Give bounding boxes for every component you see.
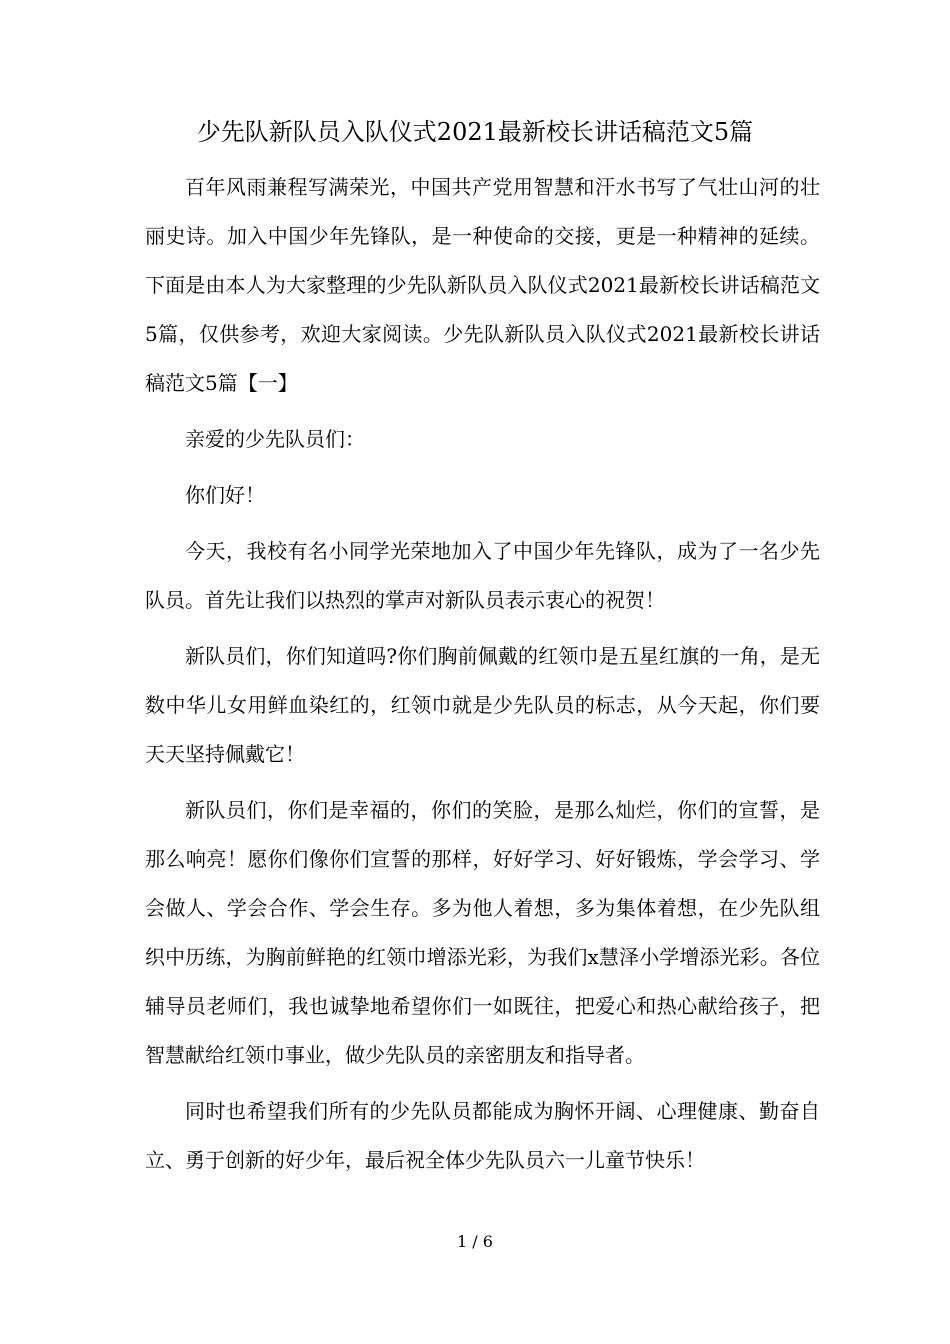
paragraph-encouragement: 新队员们，你们是幸福的，你们的笑脸，是那么灿烂，你们的宣誓，是那么响亮！愿你们像你们宣誓的那样，好好学习、好好锻炼，学会学习、学会做人、学会合作、学会生存。多为他人着想，多为集体着想，在少先队组织中历练，为胸前鲜艳的红领巾增添光彩，为我们x慧泽小学增添光彩。各位辅导员老师们，我也诚挚地希望你们一如既往，把爱心和热心献给孩子，把智慧献给红领巾事业，做少先队员的亲密朋友和指导者。 [145,798,820,1067]
paragraph-greeting: 你们好！ [185,483,265,507]
document-title: 少先队新队员入队仪式2021最新校长讲话稿范文5篇 [196,118,754,146]
paragraph-red-scarf: 新队员们，你们知道吗?你们胸前佩戴的红领巾是五星红旗的一角，是无数中华儿女用鲜血染红的，红领巾就是少先队员的标志，从今天起，你们要天天坚持佩戴它！ [145,644,820,766]
paragraph-closing: 同时也希望我们所有的少先队员都能成为胸怀开阔、心理健康、勤奋自立、勇于创新的好少年，最后祝全体少先队员六一儿童节快乐！ [145,1099,820,1172]
paragraph-salutation: 亲爱的少先队员们： [185,427,365,451]
paragraph-congratulations: 今天，我校有名小同学光荣地加入了中国少年先锋队，成为了一名少先队员。首先让我们以热烈的掌声对新队员表示衷心的祝贺！ [145,539,820,612]
paragraph-intro: 百年风雨兼程写满荣光，中国共产党用智慧和汗水书写了气壮山河的壮丽史诗。加入中国少年先锋队，是一种使命的交接，更是一种精神的延续。下面是由本人为大家整理的少先队新队员入队仪式2021最新校长讲话稿范文5篇，仅供参考，欢迎大家阅读。少先队新队员入队仪式2021最新校长讲话稿范文5篇【一】 [145,175,820,395]
document-body [145,163,820,1185]
page-number: 1 / 6 [457,1232,493,1251]
